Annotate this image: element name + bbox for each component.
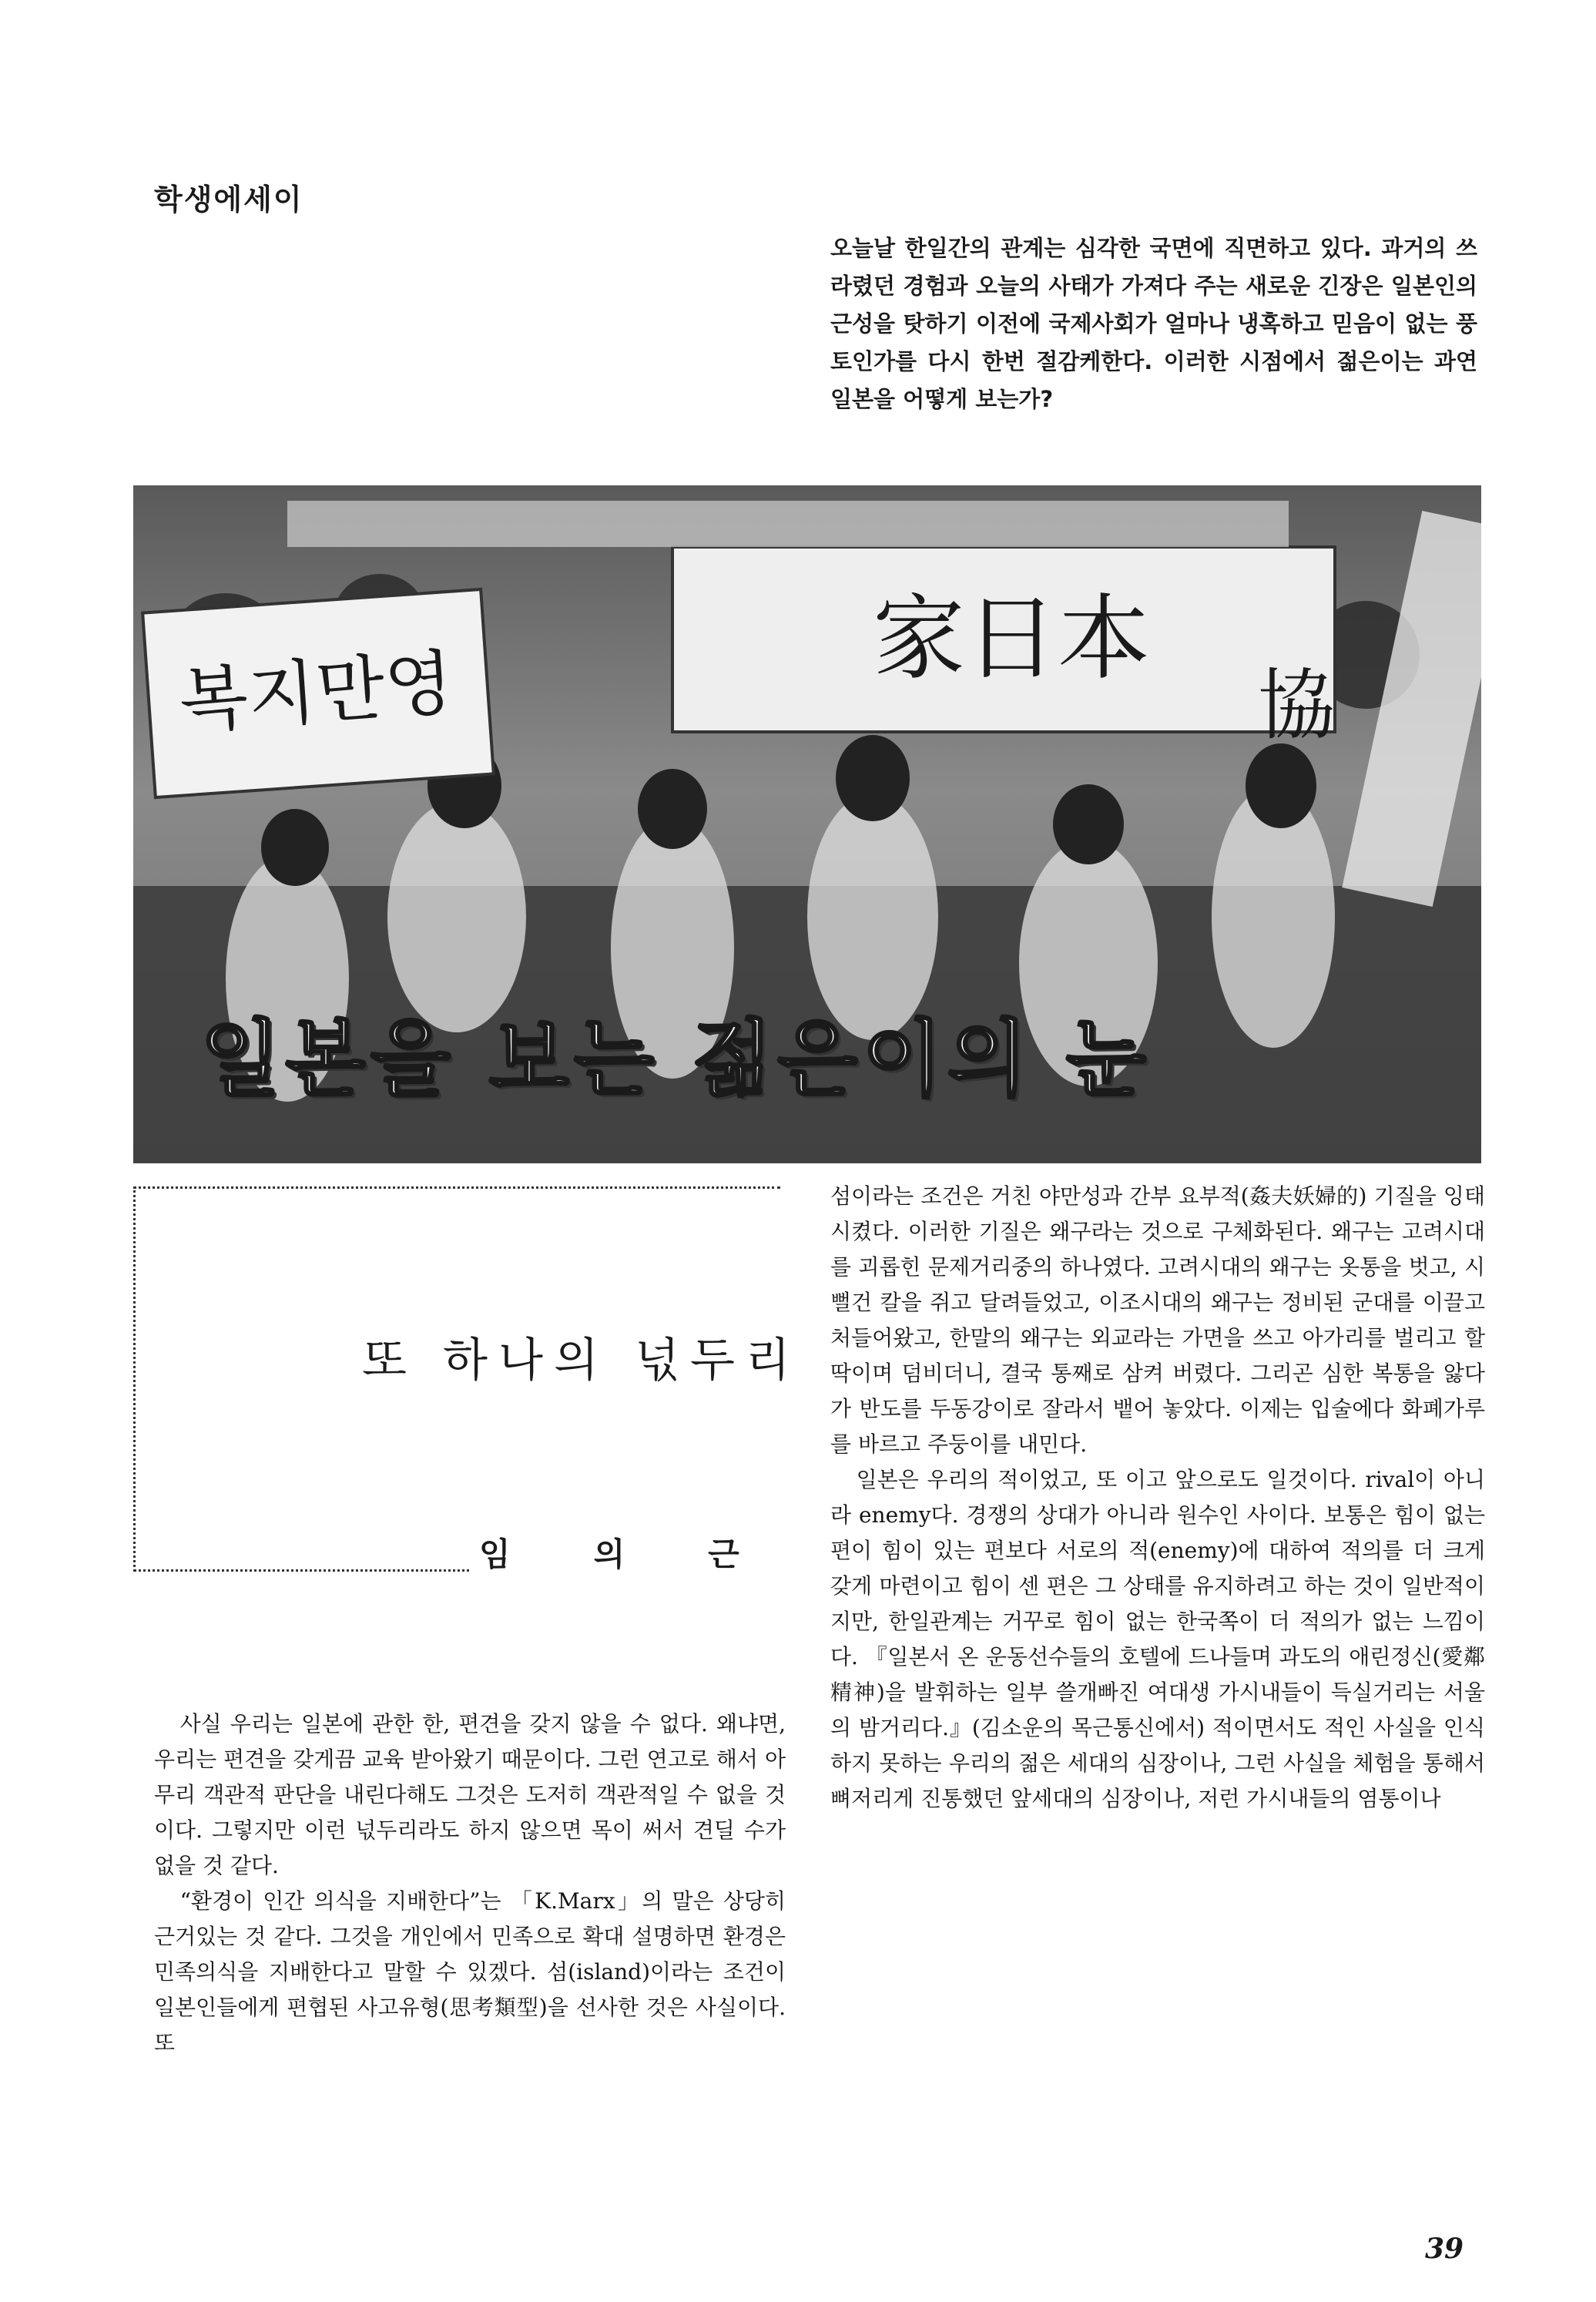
sign-text-left: 복지만영 xyxy=(176,641,456,743)
sign-text-center: 家日本 xyxy=(873,586,1150,693)
right-column xyxy=(830,1179,1485,1817)
intro-paragraph: 오늘날 한일간의 관계는 심각한 국면에 직면하고 있다. 과거의 쓰라렸던 경험과 오늘의 사태가 가져다 주는 새로운 긴장은 일본인의 근성을 탓하기 이전에 국제사회가 얼마나 냉혹하고 믿음이 없는 풍토인가를 다시 한번 절감케한다. 이러한 시점에서 젊은이는 과연 일본을 어떻게 보는가? xyxy=(830,235,1477,412)
sign-text-right: 協 xyxy=(1258,660,1335,750)
page-number: 39 xyxy=(1425,2233,1464,2265)
article-subtitle: 또 하나의 넋두리 xyxy=(362,1334,801,1388)
left-column xyxy=(154,1706,786,2061)
left-paragraph-1: 사실 우리는 일본에 관한 한, 편견을 갖지 않을 수 없다. 왜냐면, 우리는 편견을 갖게끔 교육 받아왔기 때문이다. 그런 연고로 해서 아무리 객관적 판단을 내린다해도 그것은 도저히 객관적일 수 없을 것이다. 그렇지만 이런 넋두리라도 하지 않으면 목이 써서 견딜 수가 없을 것 같다. xyxy=(154,1711,786,1878)
article-headline: 일본을 보는 젊은이의 눈 xyxy=(200,1012,1152,1108)
right-paragraph-2: 일본은 우리의 적이었고, 또 이고 앞으로도 일것이다. rival이 아니라 enemy다. 경쟁의 상대가 아니라 원수인 사이다. 보통은 힘이 없는 편이 힘이 있는 편보다 서로의 적(enemy)에 대하여 적의를 더 크게 갖게 마련이고 힘이 센 편은 그 상태를 유지하려고 하는 것이 일반적이지만, 한일관계는 거꾸로 힘이 없는 한국쪽이 더 적의가 없는 느낌이다. 『일본서 온 운동선수들의 호텔에 드나들며 과도의 애린정신(愛鄰精神)을 발휘하는 일부 쓸개빠진 여대생 가시내들이 득실거리는 서울의 밤거리다.』(김소운의 목근통신에서) 적이면서도 적인 사실을 인식하지 못하는 우리의 젊은 세대의 심장이나, 그런 사실을 체험을 통해서 뼈저리게 진통했던 앞세대의 심장이나, 저런 가시내들의 염통이나 xyxy=(830,1467,1485,1811)
section-label: 학생에세이 xyxy=(154,183,303,216)
right-paragraph-1: 섬이라는 조건은 거친 야만성과 간부 요부적(姦夫妖婦的) 기질을 잉태시켰다. 이러한 기질은 왜구라는 것으로 구체화된다. 왜구는 고려시대를 괴롭힌 문제거리중의 하나였다. 고려시대의 왜구는 옷통을 벗고, 시뻘건 칼을 쥐고 달려들었고, 이조시대의 왜구는 정비된 군대를 이끌고 처들어왔고, 한말의 왜구는 외교라는 가면을 쓰고 아가리를 벌리고 할딱이며 덤비더니, 결국 통째로 삼켜 버렸다. 그리곤 심한 복통을 앓다가 반도를 두동강이로 잘라서 뱉어 놓았다. 이제는 입술에다 화폐가루를 바르고 주둥이를 내민다. xyxy=(830,1183,1485,1457)
left-paragraph-2: “환경이 인간 의식을 지배한다”는 「K.Marx」의 말은 상당히 근거있는 것 같다. 그것을 개인에서 민족으로 확대 설명하면 환경은 민족의식을 지배한다고 말할 수 있겠다. 섬(island)이라는 조건이 일본인들에게 편협된 사고유형(思考類型)을 선사한 것은 사실이다. 또 xyxy=(154,1888,786,2055)
author-name: 임의근 xyxy=(470,1529,823,1575)
